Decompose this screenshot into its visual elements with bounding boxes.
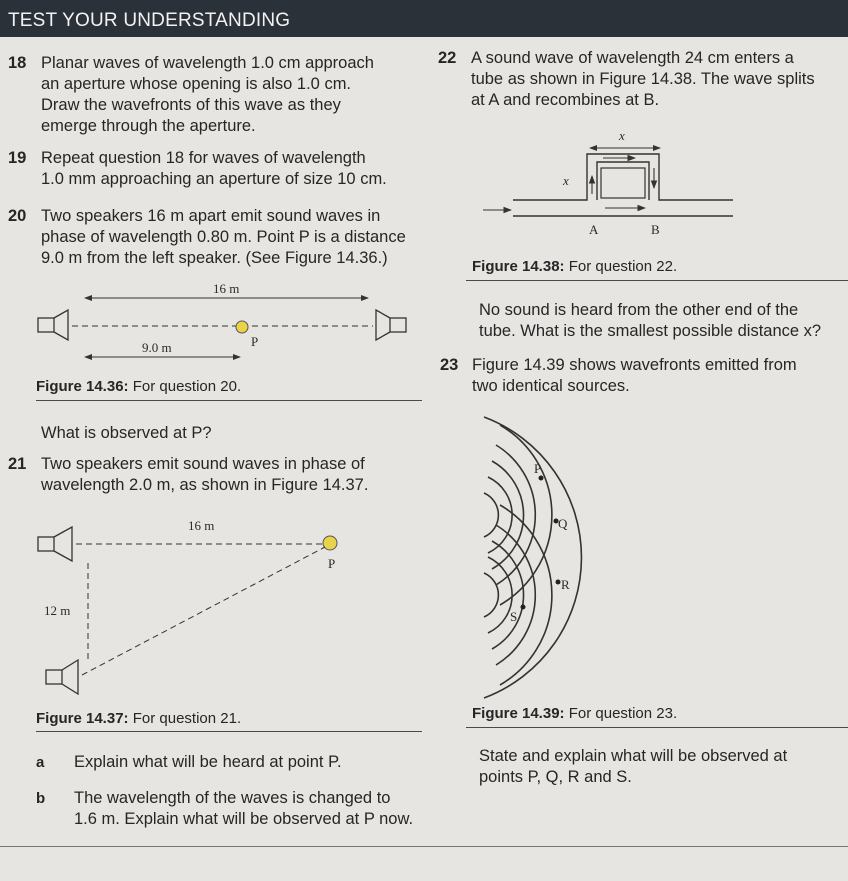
label-s: S <box>510 609 518 624</box>
caption-text: For question 21. <box>128 710 242 727</box>
divider <box>466 727 848 728</box>
q18-line: emerge through the aperture. <box>41 117 256 135</box>
tube-outer <box>513 154 733 200</box>
divider <box>36 400 422 401</box>
q22-line: A sound wave of wavelength 24 cm enters a <box>471 49 794 67</box>
point-r-icon <box>556 580 561 585</box>
q21b-label: b <box>36 790 46 807</box>
q23-followup <box>479 746 787 788</box>
figure-14-39 <box>470 415 610 700</box>
caption-text: For question 20. <box>128 378 242 395</box>
q21b-line: The wavelength of the waves is changed to <box>74 789 391 807</box>
diagonal-dashed <box>82 547 325 675</box>
divider <box>36 731 422 732</box>
right-speaker-icon <box>390 318 406 332</box>
label-q: Q <box>558 516 568 531</box>
label-12m: 12 m <box>44 603 71 618</box>
q22-line: at A and recombines at B. <box>471 91 660 109</box>
q23-followup-line: State and explain what will be observed at <box>479 747 788 765</box>
q22-text <box>471 48 815 111</box>
q19-text <box>41 148 387 190</box>
q21-line: wavelength 2.0 m, as shown in Figure 14.37. <box>41 476 369 494</box>
divider <box>466 280 848 281</box>
q22-line: tube as shown in Figure 14.38. The wave splits <box>471 70 815 88</box>
point-s-icon <box>521 605 526 610</box>
q23-line: Figure 14.39 shows wavefronts emitted from <box>472 356 797 374</box>
label-p: P <box>251 334 259 349</box>
caption-label: Figure 14.39: <box>472 705 565 722</box>
q21a-text: Explain what will be heard at point P. <box>74 753 342 771</box>
figure-14-36-caption <box>36 378 241 395</box>
caption-label: Figure 14.37: <box>36 710 129 727</box>
q20-line: phase of wavelength 0.80 m. Point P is a distance <box>41 228 406 246</box>
q23-number: 23 <box>440 356 459 374</box>
q22-followup-line: tube. What is the smallest possible distance x? <box>479 322 822 340</box>
q22-followup-line: No sound is heard from the other end of the <box>479 301 799 319</box>
q20-line: Two speakers 16 m apart emit sound waves in <box>41 207 381 225</box>
label-x-side: x <box>563 173 569 188</box>
q19-line: Repeat question 18 for waves of wavelength <box>41 149 366 167</box>
q20-line: 9.0 m from the left speaker. (See Figure 14.36.) <box>41 249 388 267</box>
page-bottom-rule <box>0 846 848 847</box>
point-p-icon <box>539 476 544 481</box>
label-p: P <box>534 461 542 476</box>
label-r: R <box>561 577 570 592</box>
caption-text: For question 23. <box>564 705 678 722</box>
q20-followup: What is observed at P? <box>41 424 212 442</box>
point-p-icon <box>323 536 337 550</box>
top-speaker-cone-icon <box>54 527 72 561</box>
bottom-speaker-cone-icon <box>62 660 78 694</box>
q23-text <box>472 355 797 397</box>
label-b: B <box>651 222 660 237</box>
figure-14-36 <box>30 280 430 370</box>
q21-number: 21 <box>8 455 27 473</box>
caption-label: Figure 14.36: <box>36 378 129 395</box>
figure-14-38 <box>475 128 745 243</box>
q18-text <box>41 53 374 137</box>
label-16m: 16 m <box>188 518 215 533</box>
q18-line: Draw the wavefronts of this wave as they <box>41 96 341 114</box>
bottom-speaker-icon <box>46 670 62 684</box>
label-p: P <box>328 556 336 571</box>
q19-line: 1.0 mm approaching an aperture of size 10 cm. <box>41 170 387 188</box>
wavefronts-upper-source <box>484 425 552 605</box>
q21b-line: 1.6 m. Explain what will be observed at P now. <box>74 810 414 828</box>
wavefronts-lower-source <box>484 505 552 685</box>
section-banner <box>0 0 848 37</box>
left-speaker-cone-icon <box>54 310 68 340</box>
point-p-icon <box>236 321 248 333</box>
figure-14-38-caption <box>472 258 677 275</box>
q21b-text <box>74 788 413 830</box>
q20-number: 20 <box>8 207 27 225</box>
q23-line: two identical sources. <box>472 377 630 395</box>
q21a-label: a <box>36 754 45 771</box>
q21-text <box>41 454 368 496</box>
q18-line: an aperture whose opening is also 1.0 cm. <box>41 75 352 93</box>
q20-text <box>41 206 406 269</box>
q19-number: 19 <box>8 149 27 167</box>
left-speaker-icon <box>38 318 54 332</box>
section-title: TEST YOUR UNDERSTANDING <box>8 10 291 31</box>
q21-line: Two speakers emit sound waves in phase of <box>41 455 365 473</box>
figure-14-37 <box>30 515 370 695</box>
top-speaker-icon <box>38 537 54 551</box>
caption-label: Figure 14.38: <box>472 258 565 275</box>
q22-followup <box>479 300 821 342</box>
label-9m: 9.0 m <box>142 340 172 355</box>
figure-14-39-caption <box>472 705 677 722</box>
q22-number: 22 <box>438 49 457 67</box>
label-x-top: x <box>619 128 625 143</box>
tube-inner-box <box>601 168 645 198</box>
q23-followup-line: points P, Q, R and S. <box>479 768 632 786</box>
figure-14-37-caption <box>36 710 241 727</box>
caption-text: For question 22. <box>564 258 678 275</box>
right-speaker-cone-icon <box>376 310 390 340</box>
label-16m: 16 m <box>213 281 240 296</box>
q18-number: 18 <box>8 54 27 72</box>
q18-line: Planar waves of wavelength 1.0 cm approach <box>41 54 374 72</box>
label-a: A <box>589 222 599 237</box>
